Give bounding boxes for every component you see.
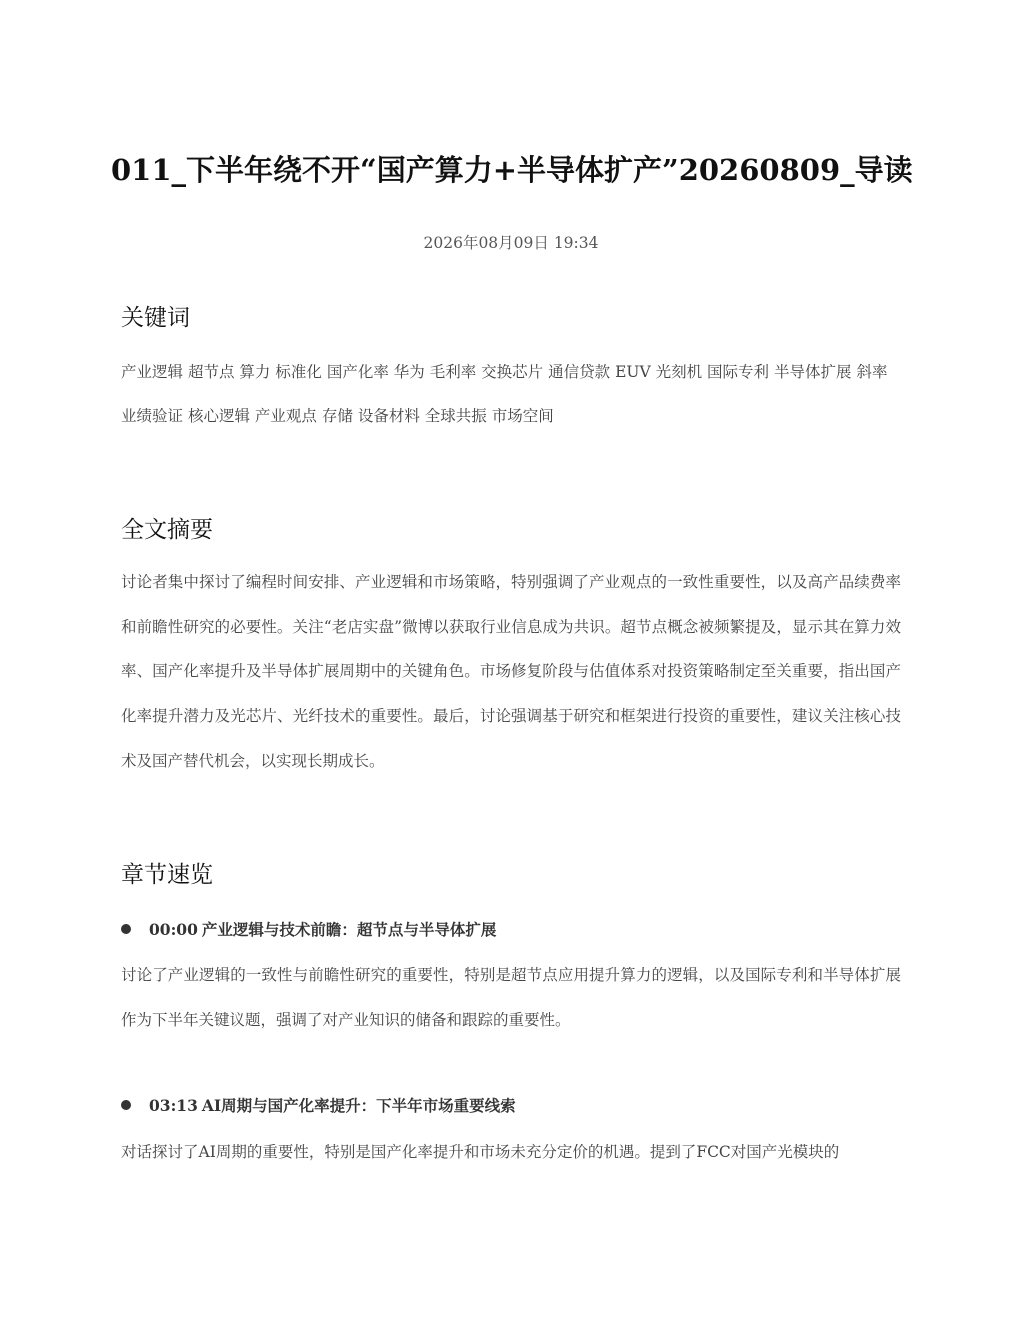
keyword: 半导体扩展 bbox=[774, 363, 852, 381]
chapter-title: AI周期与国产化率提升：下半年市场重要线索 bbox=[201, 1096, 516, 1115]
keyword: 标准化 bbox=[275, 363, 322, 381]
keyword: 存储 bbox=[321, 407, 353, 425]
keywords-list bbox=[121, 350, 903, 438]
keyword: 光刻机 bbox=[655, 363, 703, 381]
keyword: 业绩验证 bbox=[121, 407, 184, 425]
keyword: EUV bbox=[615, 363, 651, 381]
keyword: 产业逻辑 bbox=[121, 363, 184, 381]
keyword: 全球共振 bbox=[424, 407, 487, 425]
chapters-heading: 章节速览 bbox=[121, 862, 213, 888]
keyword: 华为 bbox=[393, 363, 425, 381]
summary-heading: 全文摘要 bbox=[121, 517, 213, 543]
keyword: 产业观点 bbox=[254, 407, 317, 425]
keywords-heading: 关键词 bbox=[121, 305, 190, 331]
summary-text: 讨论者集中探讨了编程时间安排、产业逻辑和市场策略，特别强调了产业观点的一致性重要性，以及高产品续费率和前瞻性研究的必要性。关注“老店实盘”微博以获取行业信息成为共识。超节点概念被频繁提及，显示其在算力效率、国产化率提升及半导体扩展周期中的关键角色。市场修复阶段与估值体系对投资策略制定至关重要，指出国产化率提升潜力及光芯片、光纤技术的重要性。最后，讨论强调基于研究和框架进行投资的重要性，建议关注核心技术及国产替代机会，以实现长期成长。 bbox=[121, 573, 901, 770]
keyword: 核心逻辑 bbox=[187, 407, 250, 425]
keyword: 毛利率 bbox=[429, 363, 477, 381]
keyword: 市场空间 bbox=[491, 407, 554, 425]
keyword: 斜率 bbox=[856, 363, 888, 381]
bullet-icon bbox=[121, 1100, 131, 1110]
chapter-title: 产业逻辑与技术前瞻：超节点与半导体扩展 bbox=[201, 920, 497, 939]
bullet-icon bbox=[121, 924, 131, 934]
chapter-heading bbox=[121, 918, 496, 942]
chapter-text: 对话探讨了AI周期的重要性，特别是国产化率提升和市场未充分定价的机遇。提到了FCC对国产光模块的 bbox=[121, 1143, 840, 1161]
keyword: 国际专利 bbox=[707, 363, 770, 381]
chapter-text: 讨论了产业逻辑的一致性与前瞻性研究的重要性，特别是超节点应用提升算力的逻辑，以及国际专利和半导体扩展作为下半年关键议题，强调了对产业知识的储备和跟踪的重要性。 bbox=[121, 966, 901, 1029]
keyword: 算力 bbox=[239, 363, 271, 381]
keyword: 设备材料 bbox=[357, 407, 420, 425]
document-date: 2026年08月09日 19:34 bbox=[423, 234, 599, 252]
keyword: 通信贷款 bbox=[548, 363, 611, 381]
document-title: 011_下半年绕不开“国产算力+半导体扩产”20260809_导读 bbox=[111, 153, 913, 187]
chapter-time: 03:13 bbox=[149, 1096, 198, 1115]
chapter-time: 00:00 bbox=[149, 920, 198, 939]
chapter-heading bbox=[121, 1094, 516, 1118]
keyword: 超节点 bbox=[187, 363, 235, 381]
keyword: 国产化率 bbox=[326, 363, 389, 381]
keyword: 交换芯片 bbox=[481, 363, 544, 381]
